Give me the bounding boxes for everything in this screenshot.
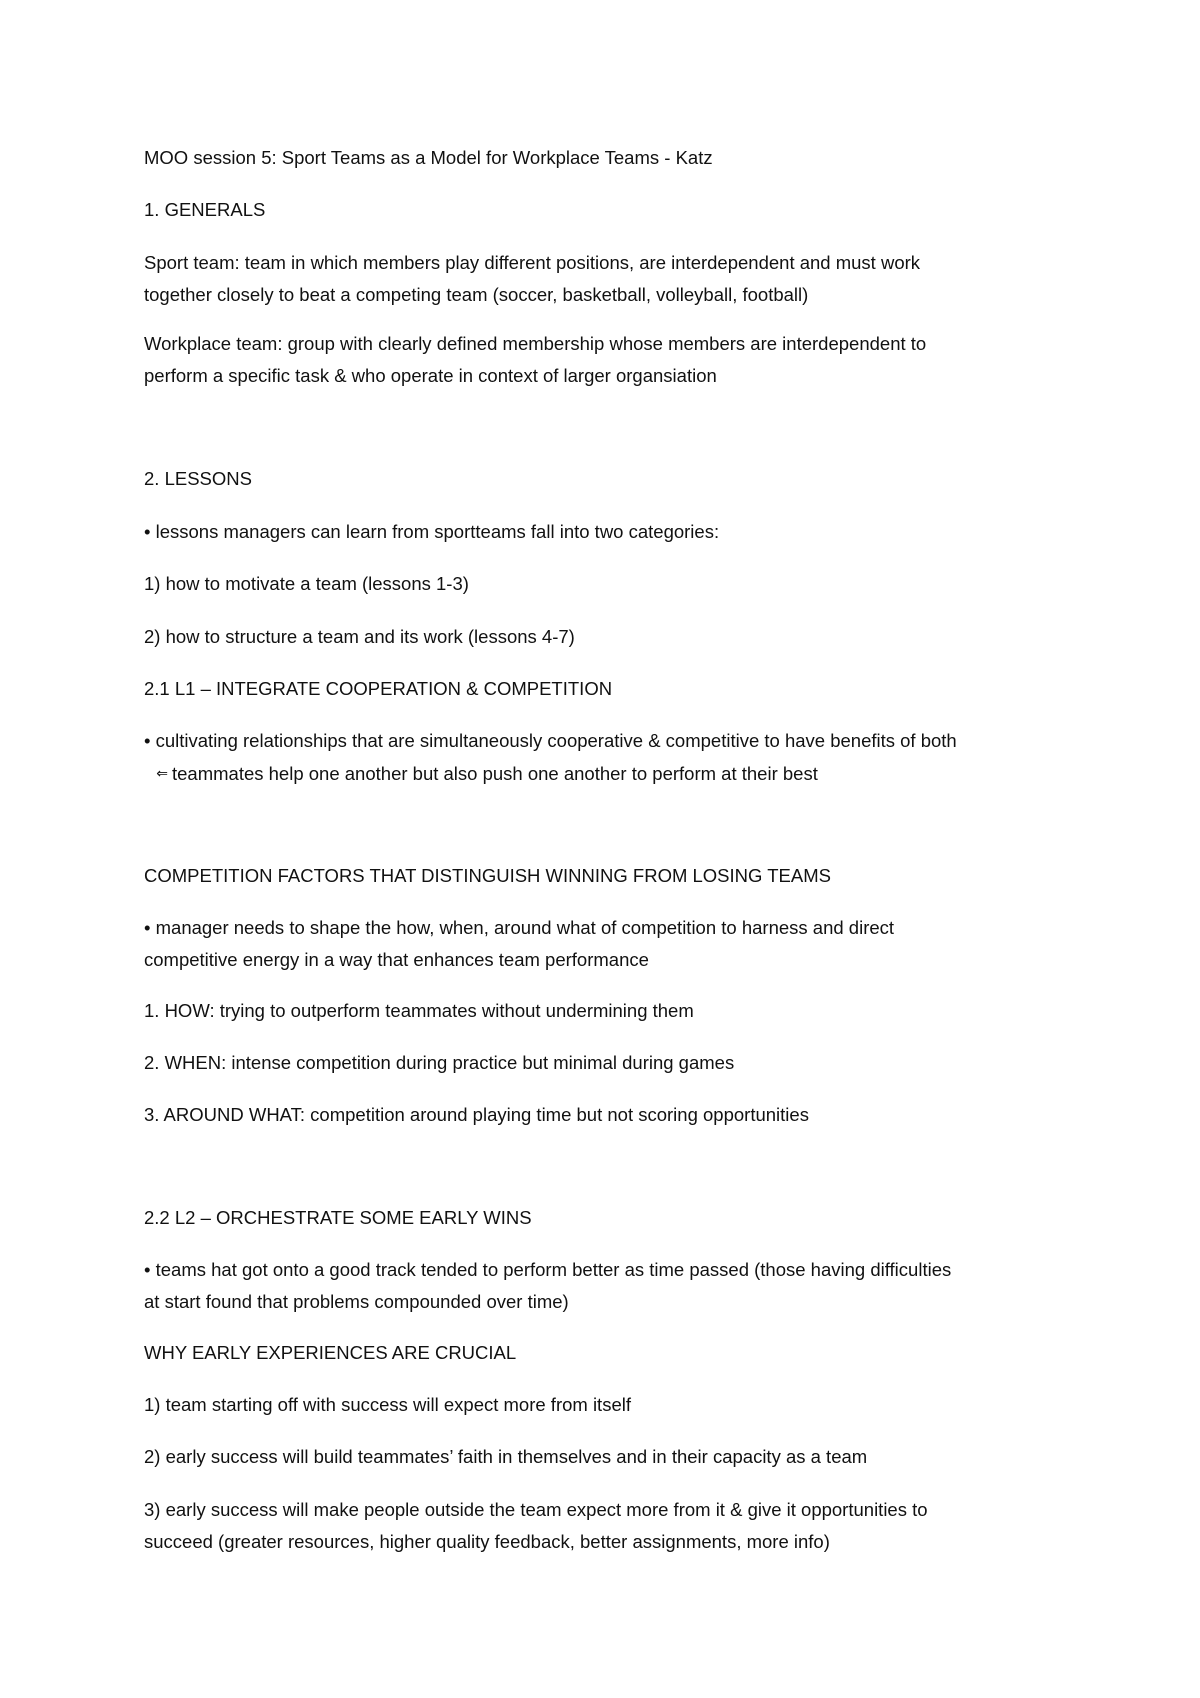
paragraph-line: • teams hat got onto a good track tended to perform better as time passed (those having difficulties (144, 1259, 952, 1280)
paragraph-line: Workplace team: group with clearly defined membership whose members are interdependent to (144, 333, 927, 354)
lessons-item-1: 1) how to motivate a team (lessons 1-3) (144, 573, 469, 594)
competition-factor-2: 2. WHEN: intense competition during practice but minimal during games (144, 1052, 735, 1073)
section-heading-generals: 1. GENERALS (144, 199, 266, 220)
l2-bullet (144, 1254, 1084, 1318)
paragraph-line: succeed (greater resources, higher quality feedback, better assignments, more info) (144, 1531, 830, 1552)
subsection-heading-l1: 2.1 L1 – INTEGRATE COOPERATION & COMPETITION (144, 678, 613, 699)
why-early-item-3 (144, 1494, 1084, 1558)
document-title: MOO session 5: Sport Teams as a Model for Workplace Teams - Katz (144, 147, 713, 168)
paragraph-line: • manager needs to shape the how, when, around what of competition to harness and direct (144, 917, 895, 938)
why-early-item-1: 1) team starting off with success will expect more from itself (144, 1394, 631, 1415)
l1-arrow-text: teammates help one another but also push one another to perform at their best (172, 763, 818, 784)
paragraph-workplace-team (144, 328, 1084, 392)
why-early-heading: WHY EARLY EXPERIENCES ARE CRUCIAL (144, 1342, 517, 1363)
paragraph-line: 3) early success will make people outside the team expect more from it & give it opportunities to (144, 1499, 928, 1520)
why-early-item-2: 2) early success will build teammates’ faith in themselves and in their capacity as a team (144, 1446, 868, 1467)
paragraph-sport-team (144, 247, 1084, 311)
l1-arrow-line (144, 757, 1084, 790)
subsection-heading-l2: 2.2 L2 – ORCHESTRATE SOME EARLY WINS (144, 1207, 532, 1228)
lessons-bullet: • lessons managers can learn from sportteams fall into two categories: (144, 521, 720, 542)
lessons-item-2: 2) how to structure a team and its work (lessons 4-7) (144, 626, 575, 647)
paragraph-line: together closely to beat a competing team (soccer, basketball, volleyball, football) (144, 284, 809, 305)
arrow-left-icon: ⇐ (156, 765, 168, 781)
competition-factor-1: 1. HOW: trying to outperform teammates without undermining them (144, 1000, 694, 1021)
paragraph-line: at start found that problems compounded over time) (144, 1291, 569, 1312)
competition-factor-3: 3. AROUND WHAT: competition around playing time but not scoring opportunities (144, 1104, 809, 1125)
l1-bullet: • cultivating relationships that are simultaneously cooperative & competitive to have benefits of both (144, 730, 957, 751)
paragraph-line: perform a specific task & who operate in context of larger organsiation (144, 365, 717, 386)
competition-factors-heading: COMPETITION FACTORS THAT DISTINGUISH WINNING FROM LOSING TEAMS (144, 865, 831, 886)
paragraph-line: Sport team: team in which members play different positions, are interdependent and must work (144, 252, 921, 273)
section-heading-lessons: 2. LESSONS (144, 468, 252, 489)
paragraph-line: competitive energy in a way that enhances team performance (144, 949, 649, 970)
competition-factors-bullet (144, 912, 1084, 976)
